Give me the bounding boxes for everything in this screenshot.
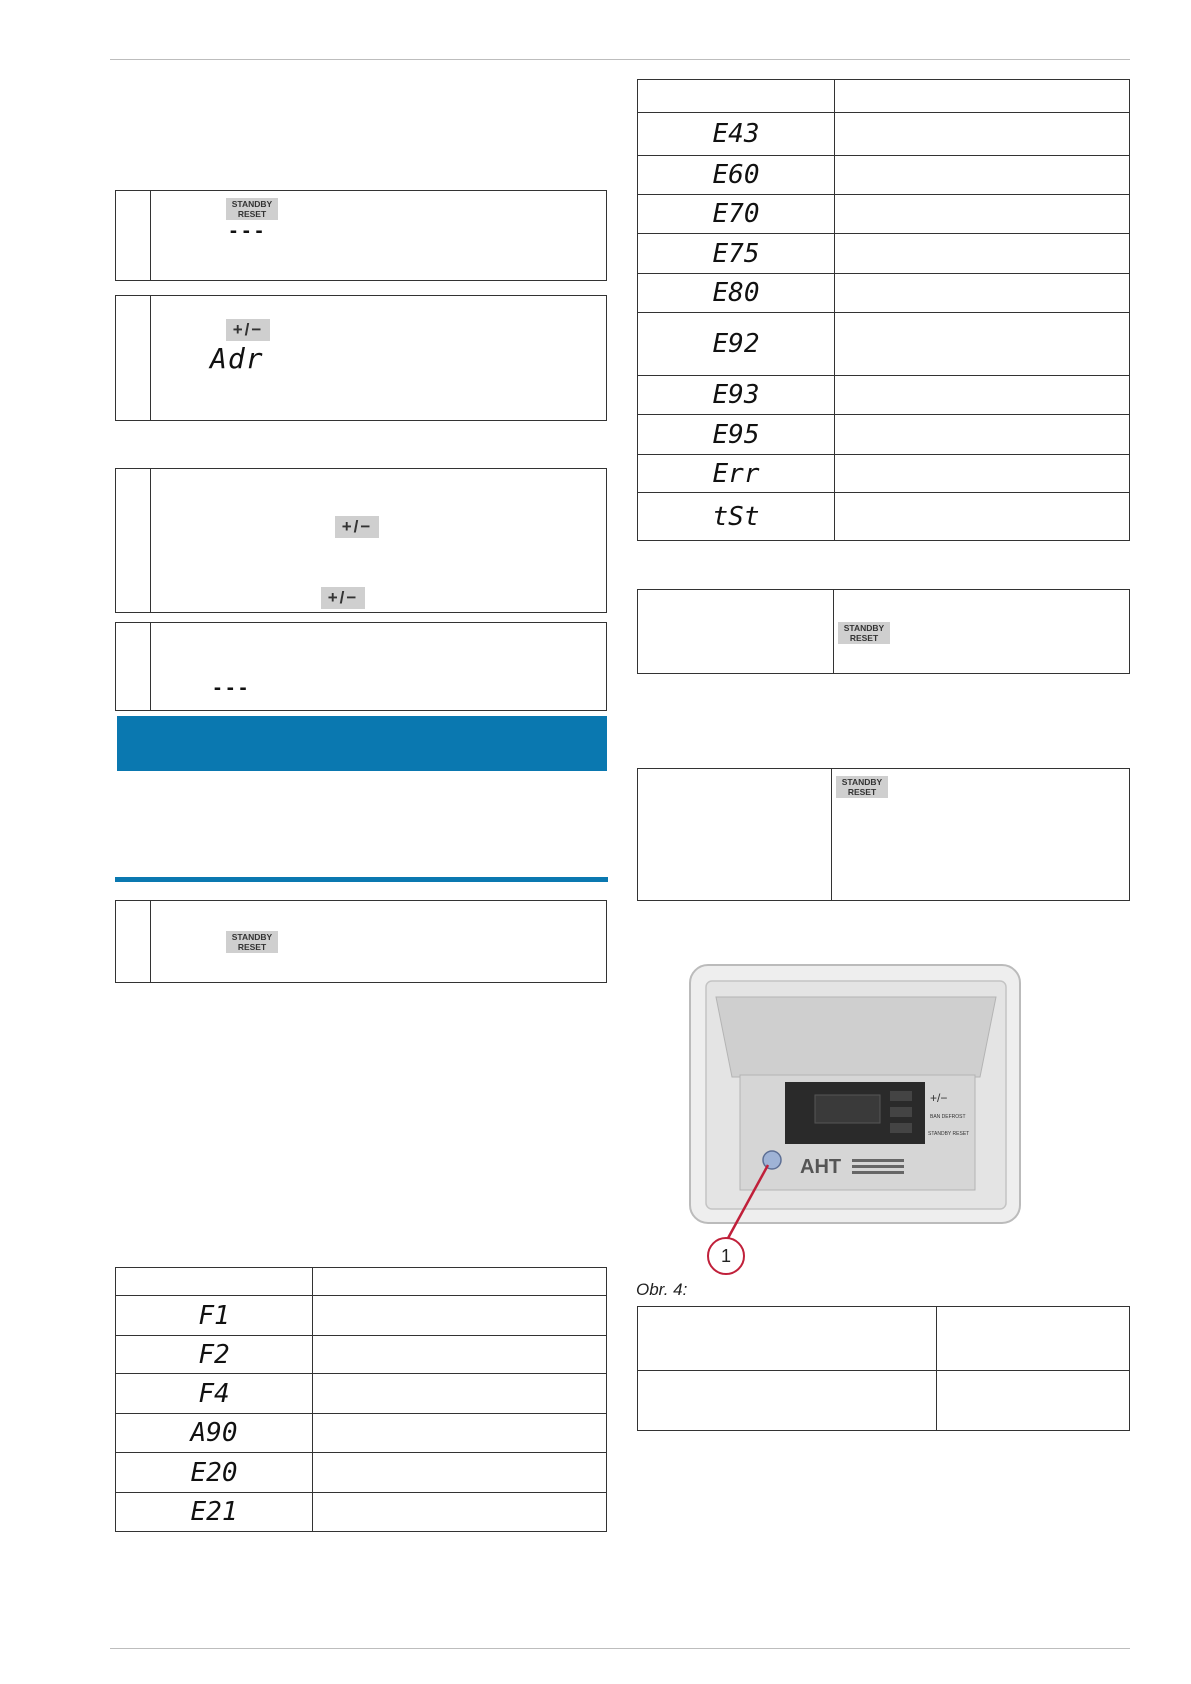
subsection-rule bbox=[115, 877, 608, 882]
description-cell bbox=[835, 274, 1130, 313]
panel-button-1 bbox=[890, 1091, 912, 1101]
code-cell: E43 bbox=[638, 113, 835, 156]
panel-button-3 bbox=[890, 1123, 912, 1133]
description-cell bbox=[835, 493, 1130, 541]
bottom-table bbox=[637, 1306, 1130, 1431]
table-cell bbox=[638, 1371, 937, 1431]
brand-stripe-1 bbox=[852, 1159, 904, 1162]
code-cell: E21 bbox=[116, 1493, 313, 1532]
plus-minus-key: +/− bbox=[321, 587, 365, 609]
cell-divider bbox=[833, 590, 834, 673]
description-cell bbox=[835, 113, 1130, 156]
description-cell bbox=[313, 1374, 607, 1414]
callout-number: 1 bbox=[707, 1237, 745, 1275]
table-header-cell bbox=[116, 1268, 313, 1296]
code-cell: E60 bbox=[638, 156, 835, 195]
table-cell bbox=[937, 1371, 1130, 1431]
description-cell bbox=[835, 156, 1130, 195]
description-cell bbox=[313, 1453, 607, 1493]
info-box-1 bbox=[637, 589, 1130, 674]
table-cell bbox=[937, 1307, 1130, 1371]
description-cell bbox=[835, 376, 1130, 415]
table-header-cell bbox=[638, 80, 835, 113]
description-cell bbox=[835, 195, 1130, 234]
step-stripe bbox=[116, 191, 151, 280]
display-screen bbox=[815, 1095, 880, 1123]
step-box-5 bbox=[115, 900, 607, 983]
figure-caption: Obr. 4: bbox=[636, 1280, 688, 1299]
code-cell: E70 bbox=[638, 195, 835, 234]
panel-lid bbox=[716, 997, 996, 1077]
code-cell: F1 bbox=[116, 1296, 313, 1336]
standby-reset-key: STANDBY RESET bbox=[838, 622, 890, 644]
standby-reset-key: STANDBY RESET bbox=[836, 776, 888, 798]
panel-plus-minus: +/− bbox=[930, 1091, 948, 1105]
step-box-1 bbox=[115, 190, 607, 281]
panel-label-low: STANDBY RESET bbox=[928, 1131, 970, 1137]
display-dashes: --- bbox=[212, 678, 251, 699]
plus-minus-key: +/− bbox=[335, 516, 379, 538]
code-cell: tSt bbox=[638, 493, 835, 541]
code-cell: E95 bbox=[638, 415, 835, 455]
step-box-4 bbox=[115, 622, 607, 711]
error-code-table-left bbox=[115, 1267, 607, 1532]
code-cell: E80 bbox=[638, 274, 835, 313]
service-button bbox=[763, 1151, 781, 1169]
description-cell bbox=[313, 1493, 607, 1532]
description-cell bbox=[835, 313, 1130, 376]
step-stripe bbox=[116, 469, 151, 612]
header-rule bbox=[110, 59, 1130, 60]
code-cell: E93 bbox=[638, 376, 835, 415]
step-box-3 bbox=[115, 468, 607, 613]
table-header-cell bbox=[313, 1268, 607, 1296]
description-cell bbox=[835, 455, 1130, 493]
step-box-2 bbox=[115, 295, 607, 421]
table-header-cell bbox=[835, 80, 1130, 113]
code-cell: Err bbox=[638, 455, 835, 493]
standby-reset-key: STANDBY RESET bbox=[226, 931, 278, 953]
code-cell: F2 bbox=[116, 1336, 313, 1374]
cell-divider bbox=[831, 769, 832, 900]
code-cell: A90 bbox=[116, 1414, 313, 1453]
brand-stripe-2 bbox=[852, 1165, 904, 1168]
display-adr: Adr bbox=[210, 342, 264, 375]
step-stripe bbox=[116, 623, 151, 710]
description-cell bbox=[835, 234, 1130, 274]
description-cell bbox=[313, 1296, 607, 1336]
plus-minus-key: +/− bbox=[226, 319, 270, 341]
brand-stripe-3 bbox=[852, 1171, 904, 1174]
info-box-2 bbox=[637, 768, 1130, 901]
code-cell: E20 bbox=[116, 1453, 313, 1493]
description-cell bbox=[835, 415, 1130, 455]
panel-label-mid: BAN DEFROST bbox=[930, 1114, 966, 1120]
error-code-table-right bbox=[637, 79, 1130, 541]
code-cell: F4 bbox=[116, 1374, 313, 1414]
brand-logo: AHT bbox=[800, 1156, 842, 1178]
description-cell bbox=[313, 1336, 607, 1374]
description-cell bbox=[313, 1414, 607, 1453]
panel-button-2 bbox=[890, 1107, 912, 1117]
display-dashes: --- bbox=[228, 221, 267, 242]
step-stripe bbox=[116, 901, 151, 982]
step-stripe bbox=[116, 296, 151, 420]
section-heading-bar bbox=[117, 716, 607, 771]
table-cell bbox=[638, 1307, 937, 1371]
code-cell: E92 bbox=[638, 313, 835, 376]
controller-figure bbox=[680, 955, 1030, 1265]
standby-reset-key: STANDBY RESET bbox=[226, 198, 278, 220]
footer-rule bbox=[110, 1648, 1130, 1649]
code-cell: E75 bbox=[638, 234, 835, 274]
